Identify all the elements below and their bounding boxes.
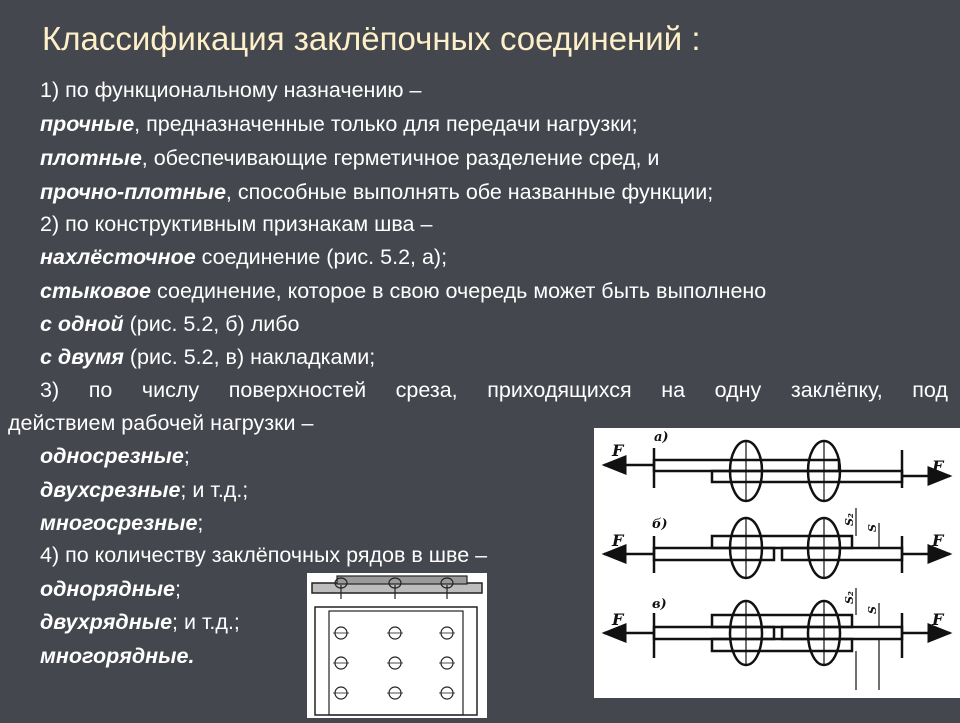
dim-s2-b: S₂ bbox=[843, 513, 856, 526]
text-line: двухрядные; и т.д.; bbox=[40, 610, 240, 634]
emphasis-term: с двумя bbox=[40, 345, 124, 369]
emphasis-term: двухсрезные bbox=[40, 478, 181, 502]
text-line: 3) по числу поверхностей среза, приходящихся на одну заклёпку, под bbox=[40, 378, 948, 402]
force-label-c-left: F bbox=[612, 610, 624, 629]
text-line: с одной (рис. 5.2, б) либо bbox=[40, 312, 300, 336]
emphasis-term: нахлёсточное bbox=[40, 245, 196, 269]
dim-s-c: S bbox=[866, 606, 879, 614]
diagram-label-b: б) bbox=[652, 517, 668, 532]
text-line: прочные, предназначенные только для передачи нагрузки; bbox=[40, 112, 638, 136]
emphasis-term: стыковое bbox=[40, 279, 152, 303]
diagram-label-a: а) bbox=[654, 430, 669, 445]
text-line: многосрезные; bbox=[40, 511, 204, 535]
text-line: стыковое соединение, которое в свою очередь может быть выполнено bbox=[40, 279, 767, 303]
force-label-a-right: F bbox=[932, 457, 944, 476]
emphasis-term: односрезные bbox=[40, 444, 184, 468]
force-label-b-left: F bbox=[612, 531, 624, 550]
text-line: с двумя (рис. 5.2, в) накладками; bbox=[40, 345, 376, 369]
slide-title: Классификация заклёпочных соединений : bbox=[42, 20, 701, 57]
emphasis-term: плотные bbox=[40, 146, 142, 170]
emphasis-term: однорядные bbox=[40, 577, 175, 601]
force-label-c-right: F bbox=[932, 610, 944, 629]
text-line: двухсрезные; и т.д.; bbox=[40, 478, 249, 502]
emphasis-term: прочно-плотные bbox=[40, 180, 226, 204]
diagram-label-c: в) bbox=[652, 597, 667, 612]
text-line: 2) по конструктивным признакам шва – bbox=[40, 212, 433, 236]
emphasis-term: с одной bbox=[40, 312, 124, 336]
plate-drawing bbox=[307, 573, 487, 718]
text-line bbox=[40, 644, 194, 669]
text-line: плотные, обеспечивающие герметичное разделение сред, и bbox=[40, 146, 660, 170]
text-line: 1) по функциональному назначению – bbox=[40, 78, 422, 102]
text-line: действием рабочей нагрузки – bbox=[8, 411, 314, 435]
force-label-b-right: F bbox=[932, 531, 944, 550]
force-label-a-left: F bbox=[612, 441, 624, 460]
emphasis-term: прочные bbox=[40, 112, 135, 136]
emphasis-term: многорядные. bbox=[40, 644, 195, 668]
text-line: односрезные; bbox=[40, 444, 190, 468]
joint-figure bbox=[594, 428, 960, 698]
diagram-a bbox=[604, 441, 950, 501]
joint-diagrams bbox=[594, 428, 960, 698]
text-line: прочно-плотные, способные выполнять обе названные функции; bbox=[40, 180, 714, 204]
text-line: нахлёсточное соединение (рис. 5.2, а); bbox=[40, 245, 448, 269]
emphasis-term: двухрядные bbox=[40, 610, 173, 634]
plate-rivet-figure bbox=[307, 573, 487, 718]
text-line: однорядные; bbox=[40, 577, 181, 601]
text-line: 4) по количеству заклёпочных рядов в шве – bbox=[40, 543, 488, 567]
emphasis-term: многосрезные bbox=[40, 511, 198, 535]
dim-s2-c: S₂ bbox=[843, 591, 856, 604]
dim-s-b: S bbox=[866, 524, 879, 532]
